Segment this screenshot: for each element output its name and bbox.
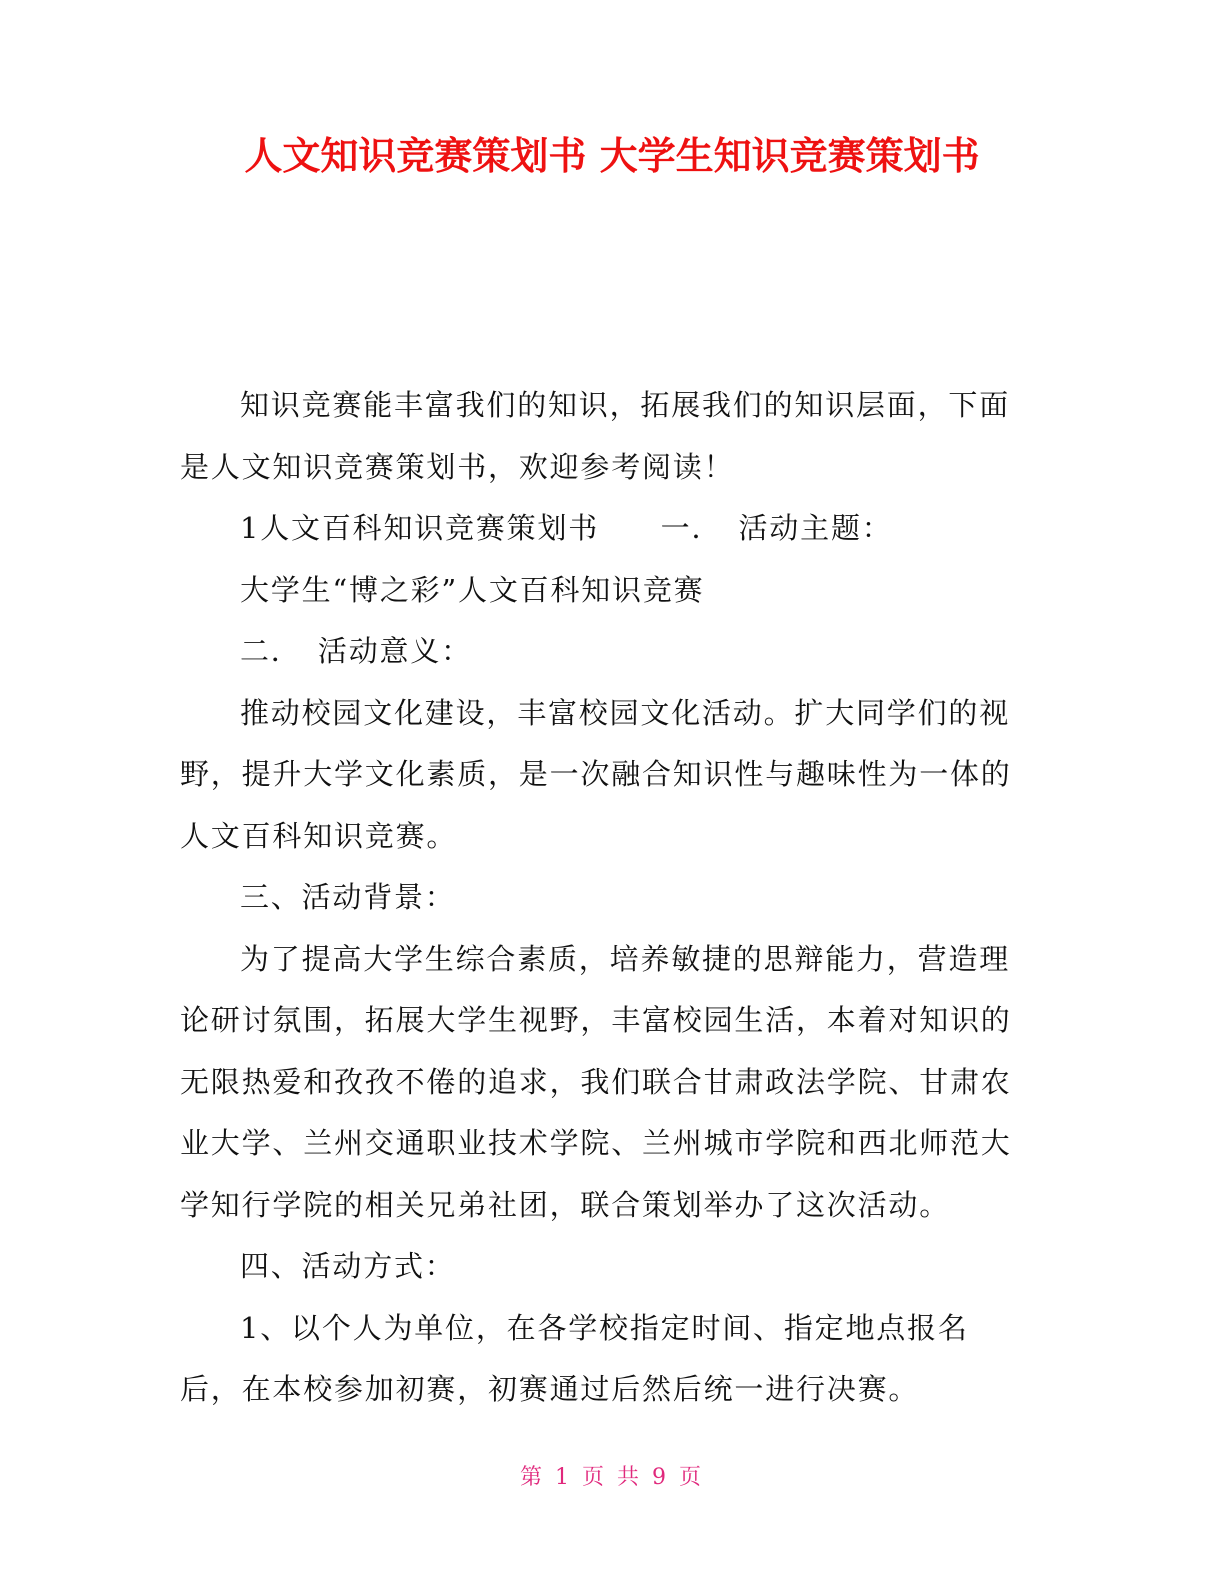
body-line: 人文百科知识竞赛。	[180, 818, 458, 853]
body-line: 推动校园文化建设，丰富校园文化活动。扩大同学们的视	[240, 695, 1011, 730]
body-line: 二． 活动意义：	[240, 634, 472, 668]
body-line: 野，提升大学文化素质，是一次融合知识性与趣味性为一体的	[180, 757, 1012, 791]
body-line: 论研讨氛围，拓展大学生视野，丰富校园生活，本着对知识的	[180, 1003, 1012, 1037]
body-line: 是人文知识竞赛策划书，欢迎参考阅读！	[180, 449, 735, 484]
body-line: 知识竞赛能丰富我们的知识，拓展我们的知识层面，下面	[240, 388, 1011, 422]
body-line: 四、活动方式：	[240, 1249, 456, 1283]
body-line: 1人文百科知识竞赛策划书 一． 活动主题：	[240, 511, 893, 545]
page-title: 人文知识竞赛策划书 大学生知识竞赛策划书	[244, 134, 980, 178]
document-body	[180, 375, 1036, 1421]
body-line: 大学生“博之彩”人文百科知识竞赛	[240, 572, 705, 607]
body-line: 后，在本校参加初赛，初赛通过后然后统一进行决赛。	[180, 1372, 920, 1406]
body-line: 业大学、兰州交通职业技术学院、兰州城市学院和西北师范大	[180, 1126, 1012, 1160]
body-line: 学知行学院的相关兄弟社团，联合策划举办了这次活动。	[180, 1187, 951, 1222]
body-line: 为了提高大学生综合素质，培养敏捷的思辩能力，营造理	[240, 941, 1011, 976]
body-line: 无限热爱和孜孜不倦的追求，我们联合甘肃政法学院、甘肃农	[180, 1064, 1012, 1099]
body-line: 三、活动背景：	[240, 880, 456, 914]
body-line: 1、以个人为单位，在各学校指定时间、指定地点报名	[240, 1310, 969, 1345]
page-number-footer: 第 1 页 共 9 页	[520, 1465, 704, 1490]
